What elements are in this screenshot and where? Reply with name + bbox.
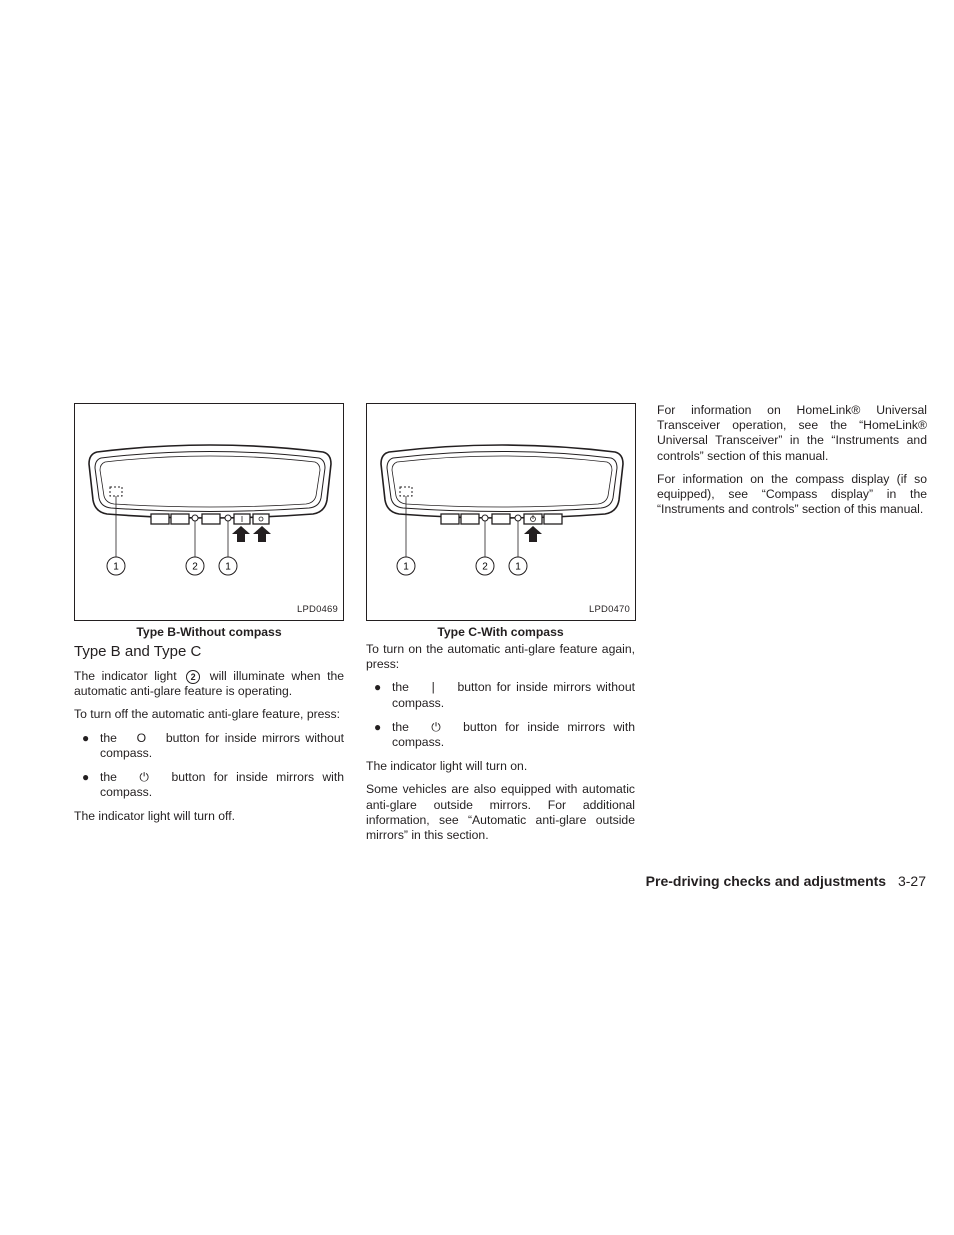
bullet-icon: ● [374,680,382,695]
figure-code: LPD0469 [296,603,338,615]
figure-caption: Type B-Without compass [136,625,282,639]
bullet-icon: ● [374,719,382,734]
paragraph: To turn on the automatic anti-glare feature again, press: [366,642,635,672]
text: button for inside mirrors with compass. [100,770,345,800]
callout-2-inline: 2 [186,670,200,684]
bullet-icon: ● [82,730,90,745]
callout-1: 1 [113,561,119,573]
text: button for inside mirrors without compass. [392,680,635,710]
text: will illuminate when the automatic anti-glare feature is operating. [74,669,345,699]
middle-column [366,403,635,851]
text: button for inside mirrors with compass. [392,719,636,750]
text: the [100,730,117,745]
on-button-symbol: | [431,680,435,695]
bullet-item [366,680,635,710]
paragraph: To turn off the automatic anti-glare feature, press: [74,707,341,722]
section-heading: Type B and Type C [74,643,202,660]
mirror-figure-type-c [366,403,636,621]
callout-1b: 1 [515,561,521,573]
callout-2: 2 [192,561,198,573]
bullet-item [74,770,344,800]
section-title: Pre-driving checks and adjustments [645,873,887,889]
power-symbol-icon: ⏻ [139,770,150,785]
mirror-illustration [75,404,345,622]
paragraph: Some vehicles are also equipped with automatic anti-glare outside mirrors. For additional information, see “Automatic anti-glare outside mirrors” in this section. [366,782,635,843]
paragraph: The indicator light will turn off. [74,809,235,824]
figure-caption: Type C-With compass [437,625,564,639]
text: The indicator light [74,669,177,683]
paragraph: For information on the compass display (if so equipped), see “Compass display” in the “Instruments and controls” section of this manual. [657,471,927,517]
mirror-figure-type-b [74,403,344,621]
bullet-icon: ● [82,770,90,785]
figure-code: LPD0470 [588,603,630,615]
off-button-symbol: O [136,730,147,745]
mirror-illustration [367,404,637,622]
text: the [392,719,409,734]
callout-1: 1 [403,561,409,573]
paragraph [74,669,344,699]
text: button for inside mirrors without compass. [100,730,345,760]
callout-1b: 1 [225,561,231,573]
text: the [392,680,409,695]
paragraph: For information on HomeLink® Universal Transceiver operation, see the “HomeLink® Universal Transceiver” in the “Instruments and controls” section of this manual. [657,403,927,463]
page-number: 3-27 [897,873,926,889]
text: the [100,770,117,785]
power-symbol-icon: ⏻ [431,719,441,734]
bullet-item [74,731,344,761]
right-column [657,403,927,525]
bullet-item [366,720,635,750]
left-column [74,403,344,833]
page-footer [646,872,926,890]
paragraph: The indicator light will turn on. [366,759,528,774]
callout-2: 2 [482,561,488,573]
